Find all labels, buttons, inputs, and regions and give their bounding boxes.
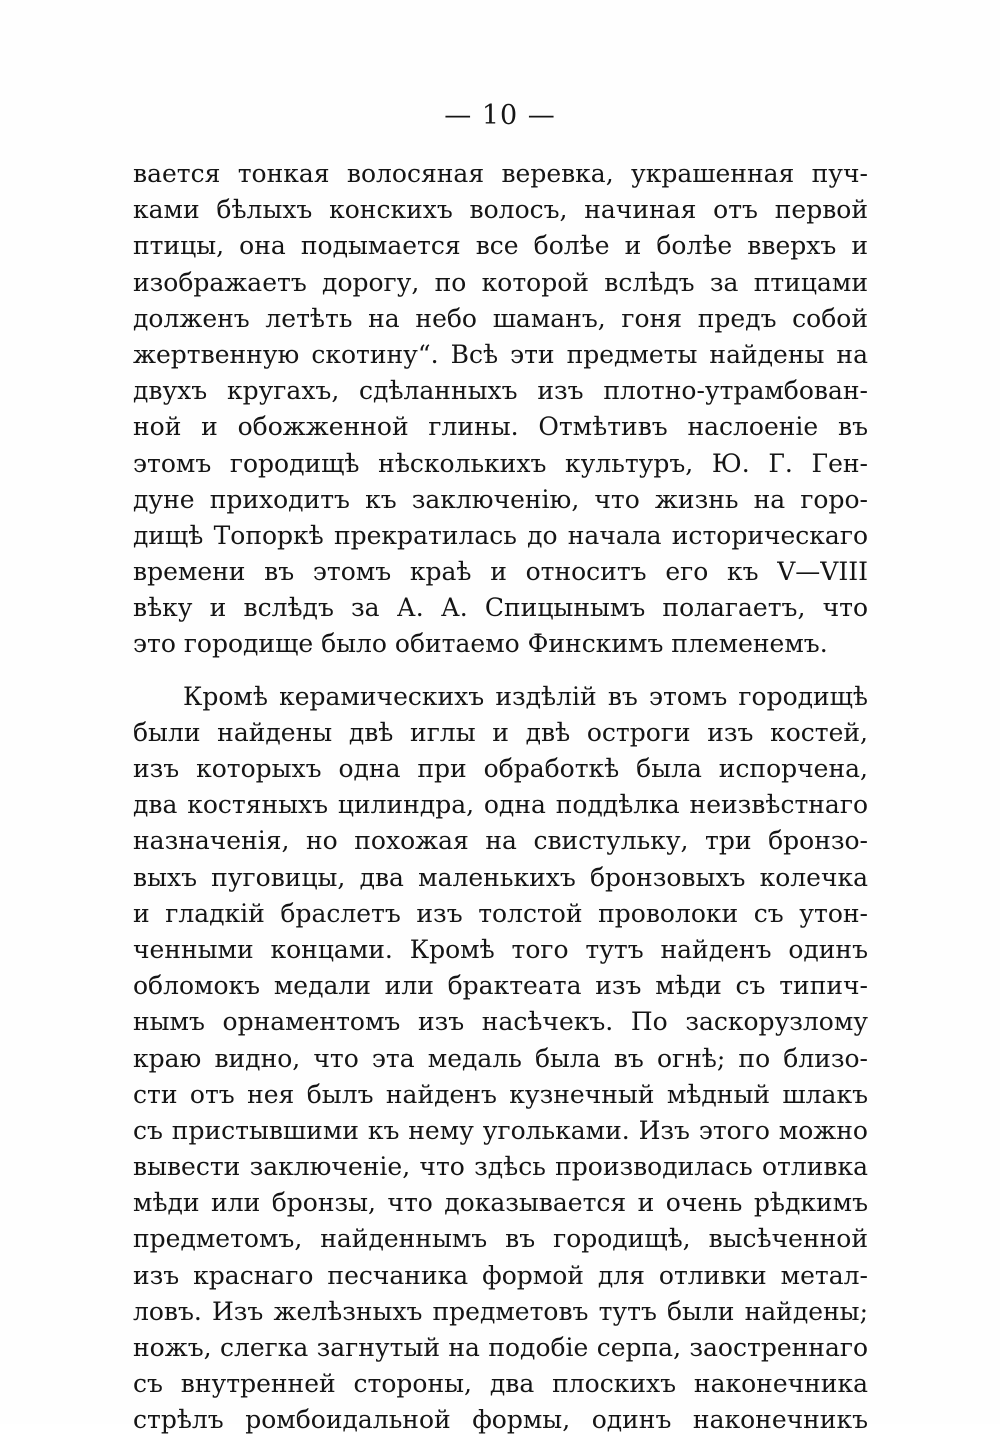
text-line: нымъ орнаментомъ изъ насѣчекъ. По заскорузлому (133, 1007, 868, 1037)
text-line: вается тонкая волосяная веревка, украшенная пуч- (133, 159, 868, 188)
text-line: Кромѣ керамическихъ издѣлій въ этомъ городищѣ (183, 681, 868, 711)
text-line: изображаетъ дорогу, по которой вслѣдъ за птицами (133, 267, 868, 297)
text-line: сти отъ нея былъ найденъ кузнечный мѣдный шлакъ (133, 1079, 868, 1109)
text-line: ловъ. Изъ желѣзныхъ предметовъ тутъ были найдены; (133, 1296, 868, 1326)
text-line: предметомъ, найденнымъ въ городищѣ, высѣченной (133, 1224, 868, 1254)
text-line: ной и обожженной глины. Отмѣтивъ наслоеніе въ (133, 412, 868, 442)
text-line: мѣди или бронзы, что доказывается и очень рѣдкимъ (133, 1188, 868, 1218)
text-line: дищѣ Топоркѣ прекратилась до начала историческаго (133, 520, 868, 550)
text-line: съ внутренней стороны, два плоскихъ наконечника (133, 1369, 868, 1399)
text-line: изъ краснаго песчаника формой для отливки метал- (133, 1260, 868, 1290)
text-line: два костяныхъ цилиндра, одна поддѣлка неизвѣстнаго (133, 790, 868, 820)
text-line: стрѣлъ ромбоидальной формы, одинъ наконечникъ (133, 1405, 868, 1435)
text-line: этомъ городищѣ нѣсколькихъ культуръ, Ю. Г. Ген- (133, 448, 868, 478)
text-line: назначенія, но похожая на свистульку, три бронзо- (133, 826, 868, 856)
text-line: выхъ пуговицы, два маленькихъ бронзовыхъ колечка (133, 862, 868, 892)
text-line: вѣку и вслѣдъ за А. А. Спицынымъ полагаетъ, что (133, 593, 868, 623)
text-line: съ пристывшими къ нему угольками. Изъ этого можно (133, 1115, 868, 1145)
text-line: времени въ этомъ краѣ и относитъ его къ V—VIII (133, 557, 868, 587)
page-number: — 10 — (444, 100, 556, 131)
text-line: изъ которыхъ одна при обработкѣ была испорчена, (133, 754, 868, 783)
text-line: ками бѣлыхъ конскихъ волосъ, начиная отъ первой (133, 195, 868, 225)
text-line: двухъ кругахъ, сдѣланныхъ изъ плотно-утрамбован- (133, 376, 868, 406)
text-line: это городище было обитаемо Финскимъ племенемъ. (133, 629, 828, 659)
text-line: дуне приходитъ къ заключенію, что жизнь на горо- (133, 484, 868, 514)
text-line: ченными концами. Кромѣ того тутъ найденъ одинъ (133, 934, 868, 964)
text-line: обломокъ медали или брактеата изъ мѣди съ типич- (133, 971, 868, 1001)
paragraph-1 (133, 156, 868, 663)
text-line: краю видно, что эта медаль была въ огнѣ; по близо- (133, 1043, 868, 1073)
text-line: жертвенную скотину“. Всѣ эти предметы найдены на (133, 339, 868, 369)
text-line: ножъ, слегка загнутый на подобіе серпа, заостреннаго (133, 1333, 868, 1362)
paragraph-2 (133, 679, 868, 1439)
text-line: и гладкій браслетъ изъ толстой проволоки съ утон- (133, 898, 868, 928)
text-line: долженъ летѣть на небо шаманъ, гоня предъ собой (133, 303, 868, 333)
text-line: птицы, она подымается все болѣе и болѣе вверхъ и (133, 231, 868, 261)
body-text (133, 156, 868, 1439)
text-line: были найдены двѣ иглы и двѣ остроги изъ костей, (133, 717, 868, 747)
text-line: вывести заключеніе, что здѣсь производилась отливка (133, 1152, 868, 1182)
paragraph-gap (133, 663, 868, 679)
